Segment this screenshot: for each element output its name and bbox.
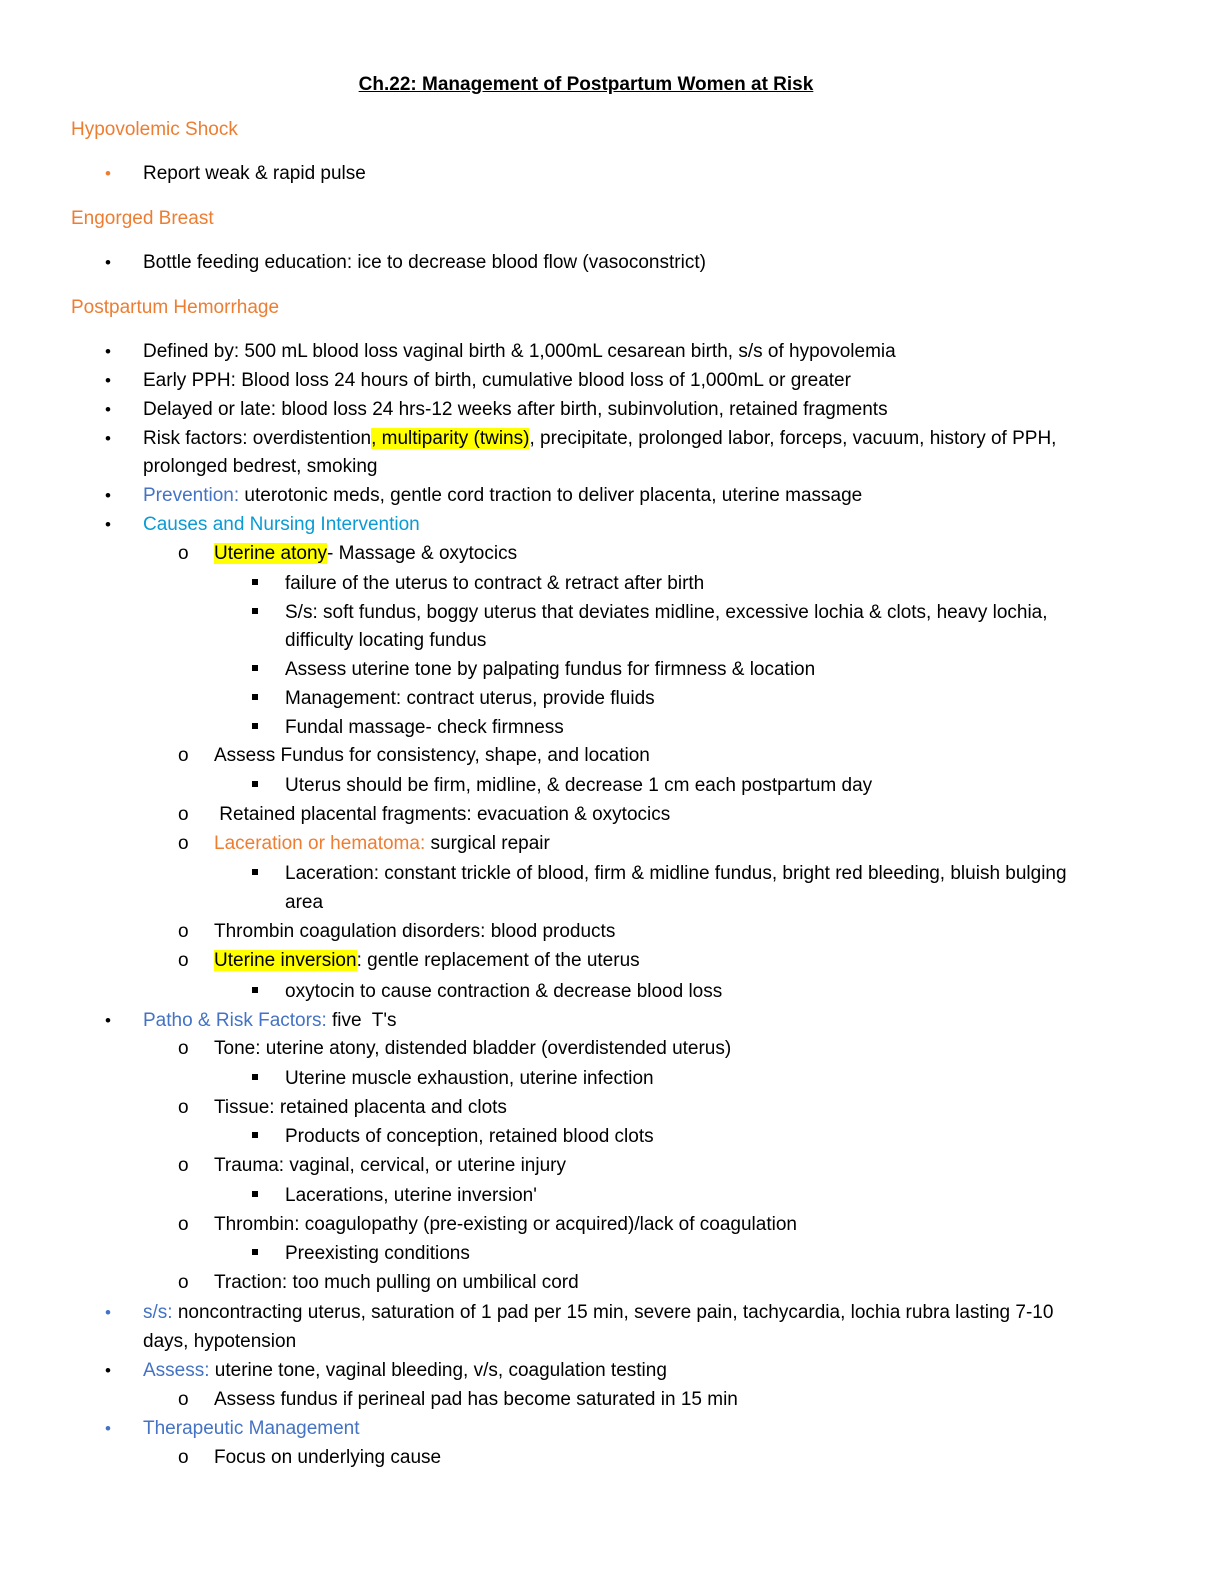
list-item-risk-factors xyxy=(143,426,1056,452)
list-item: Traction: too much pulling on umbilical cord xyxy=(214,1272,579,1293)
highlight-uterine-atony: Uterine atony xyxy=(214,543,328,564)
circle-bullet-icon: o xyxy=(178,1214,189,1235)
circle-bullet-icon: o xyxy=(178,1038,189,1059)
atony-text: - Massage & oxytocics xyxy=(327,543,518,564)
square-bullet-icon xyxy=(252,1066,266,1092)
list-item: Trauma: vaginal, cervical, or uterine injury xyxy=(214,1155,566,1176)
square-bullet-icon xyxy=(252,979,266,1005)
square-bullet-icon xyxy=(252,773,266,799)
square-bullet-icon xyxy=(252,686,266,712)
list-item: Tissue: retained placenta and clots xyxy=(214,1097,507,1118)
list-item: oxytocin to cause contraction & decrease blood loss xyxy=(285,981,723,1002)
list-item: Assess uterine tone by palpating fundus for firmness & location xyxy=(285,659,816,680)
assess-label: Assess: xyxy=(143,1360,210,1381)
circle-bullet-icon: o xyxy=(178,1097,189,1118)
list-item: Focus on underlying cause xyxy=(214,1447,442,1468)
laceration-label: Laceration or hematoma: xyxy=(214,833,426,854)
list-item: S/s: soft fundus, boggy uterus that deviates midline, excessive lochia & clots, heavy lochia, xyxy=(285,602,1048,623)
circle-bullet-icon: o xyxy=(178,1272,189,1293)
bullet-icon: • xyxy=(105,164,111,183)
list-item-signs-symptoms xyxy=(143,1300,1053,1326)
bullet-icon: • xyxy=(105,1303,111,1322)
bullet-icon: • xyxy=(105,1011,111,1030)
laceration-text: surgical repair xyxy=(425,833,550,854)
list-item-uterine-atony xyxy=(214,541,517,567)
list-item-continuation: days, hypotension xyxy=(143,1331,297,1352)
list-item-continuation: difficulty locating fundus xyxy=(285,630,487,651)
list-item: Assess Fundus for consistency, shape, and location xyxy=(214,745,650,766)
list-item-patho xyxy=(143,1008,397,1034)
list-item: Thrombin: coagulopathy (pre-existing or acquired)/lack of coagulation xyxy=(214,1214,797,1235)
inversion-text: : gentle replacement of the uterus xyxy=(356,950,640,971)
circle-bullet-icon: o xyxy=(178,950,189,971)
heading-hypovolemic-shock: Hypovolemic Shock xyxy=(71,119,238,140)
list-item: Uterus should be firm, midline, & decrease 1 cm each postpartum day xyxy=(285,775,873,796)
heading-engorged-breast: Engorged Breast xyxy=(71,208,214,229)
list-item: Uterine muscle exhaustion, uterine infection xyxy=(285,1068,654,1089)
list-item: Delayed or late: blood loss 24 hrs-12 weeks after birth, subinvolution, retained fragments xyxy=(143,399,888,420)
ss-text: noncontracting uterus, saturation of 1 pad per 15 min, severe pain, tachycardia, lochia rubra lasting 7-10 xyxy=(172,1302,1054,1323)
highlight-uterine-inversion: Uterine inversion xyxy=(214,950,357,971)
list-item: Management: contract uterus, provide fluids xyxy=(285,688,655,709)
bullet-icon: • xyxy=(105,1361,111,1380)
square-bullet-icon xyxy=(252,1241,266,1267)
list-item: Lacerations, uterine inversion' xyxy=(285,1185,537,1206)
square-bullet-icon xyxy=(252,600,266,626)
square-bullet-icon xyxy=(252,715,266,741)
list-item: Products of conception, retained blood clots xyxy=(285,1126,654,1147)
list-item: Assess fundus if perineal pad has become saturated in 15 min xyxy=(214,1389,738,1410)
circle-bullet-icon: o xyxy=(178,1447,189,1468)
heading-postpartum-hemorrhage: Postpartum Hemorrhage xyxy=(71,297,280,318)
bullet-icon: • xyxy=(105,486,111,505)
circle-bullet-icon: o xyxy=(178,833,189,854)
prevention-text: uterotonic meds, gentle cord traction to deliver placenta, uterine massage xyxy=(239,485,863,506)
ss-label: s/s: xyxy=(143,1302,173,1323)
risk-text-rest: , precipitate, prolonged labor, forceps, vacuum, history of PPH, xyxy=(529,428,1057,449)
list-item-uterine-inversion xyxy=(214,948,640,974)
bullet-icon: • xyxy=(105,371,111,390)
list-item: Retained placental fragments: evacuation & oxytocics xyxy=(214,804,671,825)
bullet-icon: • xyxy=(105,1419,111,1438)
bullet-icon: • xyxy=(105,515,111,534)
list-item: Thrombin coagulation disorders: blood products xyxy=(214,921,616,942)
risk-text: Risk factors: overdistention xyxy=(143,428,372,449)
circle-bullet-icon: o xyxy=(178,804,189,825)
list-item: Bottle feeding education: ice to decrease blood flow (vasoconstrict) xyxy=(143,252,706,273)
circle-bullet-icon: o xyxy=(178,921,189,942)
list-item: Defined by: 500 mL blood loss vaginal birth & 1,000mL cesarean birth, s/s of hypovolemia xyxy=(143,341,896,362)
square-bullet-icon xyxy=(252,1124,266,1150)
list-item: Tone: uterine atony, distended bladder (overdistended uterus) xyxy=(214,1038,732,1059)
list-item: Laceration: constant trickle of blood, firm & midline fundus, bright red bleeding, bluish bulging xyxy=(285,863,1067,884)
assess-text: uterine tone, vaginal bleeding, v/s, coagulation testing xyxy=(209,1360,667,1381)
circle-bullet-icon: o xyxy=(178,745,189,766)
bullet-icon: • xyxy=(105,253,111,272)
bullet-icon: • xyxy=(105,400,111,419)
list-item: Preexisting conditions xyxy=(285,1243,470,1264)
bullet-icon: • xyxy=(105,429,111,448)
list-item: Early PPH: Blood loss 24 hours of birth, cumulative blood loss of 1,000mL or greater xyxy=(143,370,851,391)
prevention-label: Prevention: xyxy=(143,485,240,506)
page-title: Ch.22: Management of Postpartum Women at Risk xyxy=(358,74,814,95)
square-bullet-icon xyxy=(252,861,266,887)
square-bullet-icon xyxy=(252,571,266,597)
bullet-icon: • xyxy=(105,342,111,361)
list-item-prevention xyxy=(143,483,862,509)
list-item-laceration xyxy=(214,831,550,857)
highlight-multiparity: , multiparity (twins) xyxy=(371,428,530,449)
therapeutic-heading: Therapeutic Management xyxy=(143,1418,360,1439)
square-bullet-icon xyxy=(252,657,266,683)
patho-label: Patho & Risk Factors: xyxy=(143,1010,327,1031)
causes-heading: Causes and Nursing Intervention xyxy=(143,514,420,535)
circle-bullet-icon: o xyxy=(178,1389,189,1410)
patho-text: five T's xyxy=(326,1010,397,1031)
list-item: Fundal massage- check firmness xyxy=(285,717,564,738)
square-bullet-icon xyxy=(252,1183,266,1209)
circle-bullet-icon: o xyxy=(178,543,189,564)
list-item-assess xyxy=(143,1358,667,1384)
list-item-continuation: area xyxy=(285,892,324,913)
list-item: Report weak & rapid pulse xyxy=(143,163,366,184)
list-item: failure of the uterus to contract & retract after birth xyxy=(285,573,705,594)
circle-bullet-icon: o xyxy=(178,1155,189,1176)
list-item-continuation: prolonged bedrest, smoking xyxy=(143,456,378,477)
